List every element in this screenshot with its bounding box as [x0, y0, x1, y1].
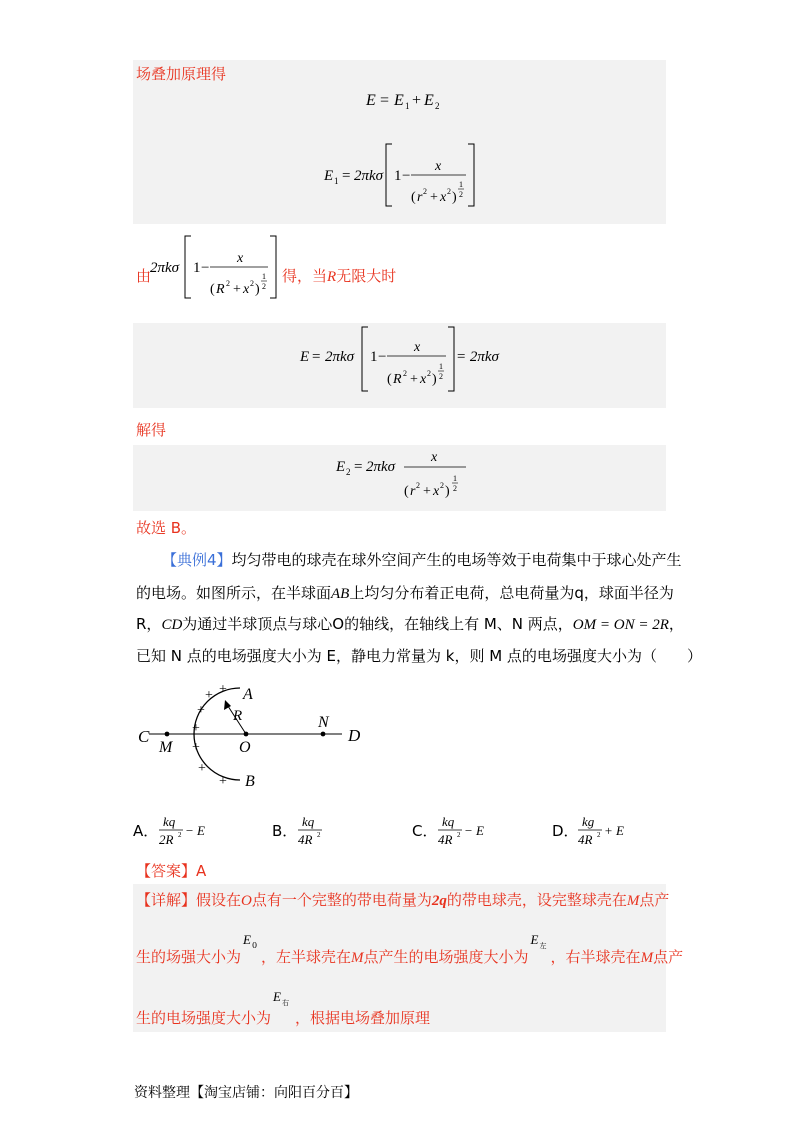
you-plus: + [233, 282, 241, 297]
detail-2q: 2q [431, 893, 447, 909]
you-R: R [216, 282, 225, 297]
example-l2b: 上均匀分布着正电荷，总电荷量为q，球面半径为 [349, 584, 674, 602]
detail-e-right-letter: E [273, 989, 281, 1004]
option-b-label: B． [272, 822, 298, 840]
detail-line-2 [136, 932, 684, 968]
detail-l2e: 点产 [653, 948, 684, 966]
eq4-sub: 2 [346, 467, 351, 477]
detail-e0 [241, 932, 261, 962]
eq2-lhs: E [324, 168, 334, 184]
detail-l3a: 生的电场强度大小为 [136, 1009, 272, 1027]
label-r: R [233, 708, 243, 724]
you-suffix [282, 266, 396, 287]
detail-l1d: 点产 [639, 891, 670, 909]
detail-e-right-sub: 右 [282, 999, 290, 1007]
eq4-exp-n: 1 [453, 474, 457, 483]
detail-e-left-sub: 左 [539, 942, 547, 950]
detail-l1b: 点有一个完整的带电荷量为 [251, 891, 432, 909]
option-b-formula [296, 812, 386, 848]
option-d-formula [576, 812, 666, 848]
label-m: M [159, 739, 173, 756]
equation-e1 [320, 138, 480, 210]
detail-e0-sub: 0 [252, 941, 258, 950]
detail-line-1 [136, 890, 669, 911]
detail-e-right [271, 989, 295, 1023]
hemisphere-figure [132, 672, 382, 796]
you-coef: 2πkσ [150, 260, 180, 276]
you-minus: − [201, 260, 210, 276]
plus-sign: + [219, 682, 227, 697]
eq2-one: 1 [394, 168, 402, 184]
jiede-label: 解得 [136, 421, 167, 439]
option-d-num: kg [582, 814, 595, 829]
option-a-tail: − E [185, 823, 205, 838]
example-l3c: ， [668, 615, 684, 633]
option-a-label: A． [133, 822, 159, 840]
example-line-4: 已知 N 点的电场强度大小为 E，静电力常量为 k，则 M 点的电场强度大小为（ ） [136, 647, 702, 665]
eq4-exp-d: 2 [453, 484, 457, 493]
eq2-minus: − [402, 168, 411, 184]
detail-l1a: 假设在 [196, 891, 242, 909]
eq4-r: r [410, 484, 416, 499]
plus-sign: + [198, 761, 206, 776]
label-n: N [318, 714, 329, 731]
detail-o: O [241, 893, 252, 909]
eq1-e2: E [424, 92, 434, 109]
equation-infinite-plane [298, 325, 508, 397]
example-tag: 【典例4】 [162, 551, 232, 569]
example-line-1 [162, 550, 682, 570]
point-o [244, 732, 249, 737]
option-c-den: 4R [438, 832, 453, 847]
detail-l2b: ，左半球壳在 [261, 948, 352, 966]
example-line-2 [136, 583, 674, 604]
you-sq2: 2 [250, 279, 254, 288]
eq3-eq: = [312, 349, 321, 365]
you-post1: 得，当 [282, 267, 328, 285]
detail-line-3 [136, 989, 431, 1028]
eq3-plus: + [410, 372, 418, 387]
eq2-coef: 2πkσ [354, 168, 384, 184]
option-a-den: 2R [159, 832, 174, 847]
eq4-p2: ) [445, 484, 450, 499]
you-post-var: R [327, 269, 337, 285]
plus-sign: + [192, 721, 200, 736]
eq1-s2: 2 [435, 101, 440, 111]
eq4-coef: 2πkσ [366, 459, 396, 475]
eq3-p1: ( [387, 372, 392, 387]
detail-e-left-letter: E [530, 932, 539, 947]
eq1-s1: 1 [405, 101, 410, 111]
you-one: 1 [193, 260, 201, 276]
eq4-x: x [433, 484, 440, 499]
point-n [321, 732, 326, 737]
equation-e2 [334, 447, 474, 507]
eq3-one: 1 [370, 349, 378, 365]
option-b-den-exp: 2 [317, 831, 321, 839]
option-b-num: kq [302, 814, 315, 829]
eq2-p2: ) [452, 190, 457, 205]
detail-l2a: 生的场强大小为 [136, 948, 242, 966]
option-a[interactable] [133, 812, 253, 848]
eq4-plus: + [423, 484, 431, 499]
eq2-sq2: 2 [447, 187, 451, 196]
example-l1: 均匀带电的球壳在球外空间产生的电场等效于电荷集中于球心处产生 [231, 551, 682, 569]
inline-field-expression [148, 232, 280, 302]
option-c-tail: − E [464, 823, 484, 838]
label-c: C [138, 727, 150, 746]
superposition-heading: 场叠加原理得 [136, 65, 227, 83]
eq3-lhs: E [300, 349, 310, 365]
detail-e0-letter: E [243, 932, 251, 947]
eq3-coef: 2πkσ [325, 349, 355, 365]
detail-l3b: ，根据电场叠加原理 [295, 1009, 431, 1027]
eq4-sq2: 2 [440, 481, 444, 490]
eq2-bracket-right [468, 144, 474, 206]
example-ab: AB [331, 586, 350, 602]
option-b[interactable] [272, 812, 392, 848]
answer-line: 【答案】A [136, 862, 207, 880]
eq4-num: x [431, 450, 438, 465]
example-l3a: R， [136, 615, 162, 633]
example-l2: 的电场。如图所示，在半球面 [136, 584, 332, 602]
option-a-den-exp: 2 [178, 831, 182, 839]
you-post2: 无限大时 [336, 267, 397, 285]
eq2-p1: ( [411, 190, 416, 205]
you-p1: ( [210, 282, 215, 297]
eq1-plus: + [412, 92, 422, 109]
eq3-sq1: 2 [403, 369, 407, 378]
eq2-sub: 1 [334, 176, 339, 186]
label-d: D [348, 726, 361, 745]
eq2-r: r [417, 190, 423, 205]
option-c-num: kq [442, 814, 455, 829]
eq2-num: x [435, 159, 442, 174]
detail-l2c: 点产生的电场强度大小为 [363, 948, 529, 966]
point-m [165, 732, 170, 737]
eq3-exp-n: 1 [439, 362, 443, 371]
detail-m2: M [351, 950, 364, 966]
eq3-exp-d: 2 [439, 372, 443, 381]
example-line-3 [136, 614, 684, 635]
eq3-x: x [420, 372, 427, 387]
eq3-num: x [414, 340, 421, 355]
detail-e-left [529, 932, 551, 962]
you-x: x [243, 282, 250, 297]
eq4-eq: = [354, 459, 363, 475]
eq3-minus: − [378, 349, 387, 365]
plus-sign: + [205, 688, 213, 703]
option-d-den: 4R [578, 832, 593, 847]
footer-credit: 资料整理【淘宝店铺：向阳百分百】 [134, 1085, 358, 1101]
option-d-tail: + E [604, 823, 624, 838]
detail-m3: M [640, 950, 654, 966]
eq3-sq2: 2 [427, 369, 431, 378]
you-exp-d: 2 [262, 282, 266, 291]
plus-sign: + [219, 774, 227, 789]
eq4-lhs: E [336, 459, 346, 475]
eq1-eq: = [380, 92, 390, 109]
detail-tag: 【详解】 [136, 891, 197, 909]
you-sq1: 2 [226, 279, 230, 288]
eq2-exp-n: 1 [459, 180, 463, 189]
option-c-label: C． [412, 822, 438, 840]
option-d-label: D． [552, 822, 579, 840]
guxuan-line: 故选 B。 [136, 519, 197, 537]
detail-l1c: 的带电球壳，设完整球壳在 [446, 891, 627, 909]
eq4-p1: ( [404, 484, 409, 499]
eq3-R: R [393, 372, 402, 387]
example-om-eq: OM = ON = 2R [572, 617, 669, 633]
eq3-rhs: = 2πkσ [456, 349, 499, 365]
eq2-sq1: 2 [423, 187, 427, 196]
option-d[interactable] [552, 812, 672, 848]
eq2-x: x [440, 190, 447, 205]
plus-sign: + [192, 740, 200, 755]
you-prefix: 由 [136, 267, 152, 285]
eq2-plus: + [430, 190, 438, 205]
eq2-bracket-left [386, 144, 392, 206]
example-cd: CD [161, 617, 183, 633]
option-c[interactable] [412, 812, 532, 848]
you-num: x [237, 251, 244, 266]
eq4-sq1: 2 [416, 481, 420, 490]
option-d-den-exp: 2 [597, 831, 601, 839]
label-b: B [245, 773, 255, 790]
you-p2: ) [255, 282, 260, 297]
option-a-formula [157, 812, 247, 848]
option-c-formula [436, 812, 526, 848]
option-c-den-exp: 2 [457, 831, 461, 839]
option-b-den: 4R [298, 832, 313, 847]
example-l3b: 为通过半球顶点与球心O的轴线，在轴线上有 M、N 两点， [182, 615, 573, 633]
eq1-e1: E [394, 92, 404, 109]
eq1-lhs: E [366, 92, 376, 109]
label-a: A [243, 686, 253, 703]
detail-l2d: ，右半球壳在 [550, 948, 641, 966]
label-o: O [239, 739, 251, 756]
eq2-exp-d: 2 [459, 190, 463, 199]
detail-m: M [626, 893, 640, 909]
option-a-num: kq [163, 814, 176, 829]
equation-e-sum [360, 86, 450, 112]
eq3-p2: ) [432, 372, 437, 387]
eq2-eq: = [342, 168, 351, 184]
you-exp-n: 1 [262, 272, 266, 281]
plus-sign: + [197, 703, 205, 718]
